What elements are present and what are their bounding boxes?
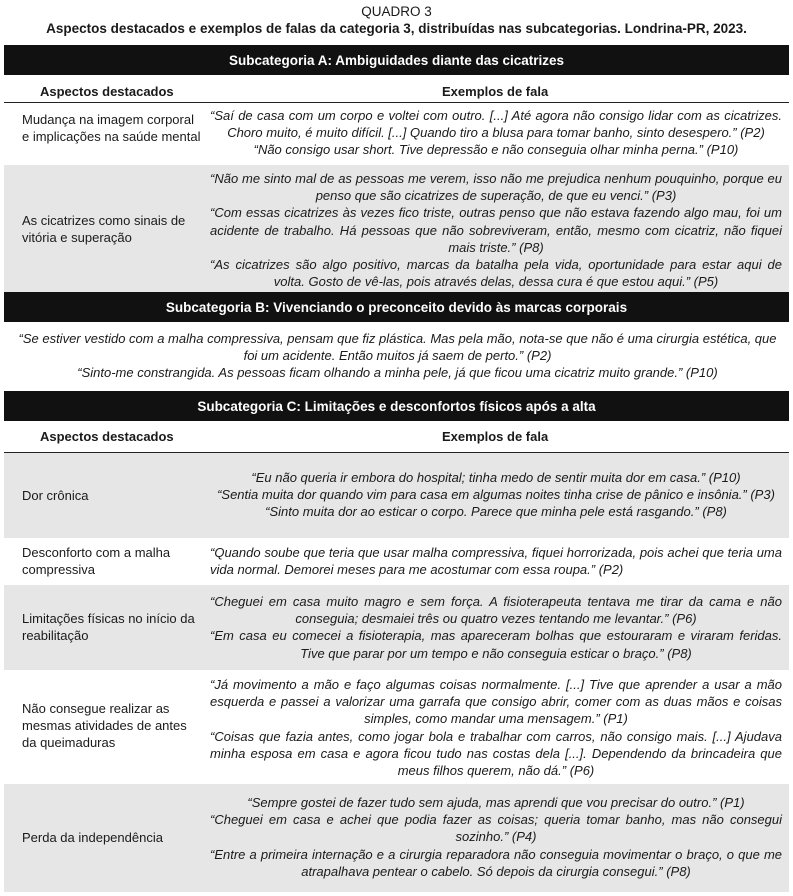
quote: “Não consigo usar short. Tive depressão e não conseguia olhar minha perna.” (P10)	[253, 142, 739, 158]
aspect-label: Não consegue realizar as mesmas atividades de antes da queimaduras	[22, 701, 187, 750]
table-title: QUADRO 3	[361, 4, 432, 19]
quote-list	[210, 676, 782, 779]
aspect-label: Perda da independência	[22, 830, 163, 845]
table-row	[4, 585, 789, 670]
quote: “Se estiver vestido com a malha compressiva, pensam que fiz plástica. Mas pela mão, nota-se que não é uma cirurgia estética, que foi um acidente. Então muitos já saem de perto.” (P2)	[18, 331, 777, 364]
quote: “Sentia muita dor quando vim para casa em algumas noites tinha crise de pânico e insônia.” (P3)	[217, 487, 775, 503]
quote-list	[210, 107, 782, 159]
quote: “Sinto muita dor ao esticar o corpo. Parece que minha pele está rasgando.” (P8)	[265, 504, 727, 520]
table-row	[4, 453, 789, 538]
aspect-label: Dor crônica	[22, 488, 89, 503]
section-a-header: Subcategoria A: Ambiguidades diante das cicatrizes	[4, 45, 789, 75]
quote: “Cheguei em casa muito magro e sem força. A fisioterapeuta tentava me tirar da cama e não conseguia; desmaiei três ou quatro vezes tentando me levantar.” (P6)	[210, 594, 782, 627]
quote: “Cheguei em casa e achei que podia fazer as coisas; queria tomar banho, mas não consegui sozinho.” (P4)	[210, 812, 782, 845]
column-header-aspects: Aspectos destacados	[40, 84, 174, 99]
quote-list	[210, 544, 782, 578]
quote: “Coisas que fazia antes, como jogar bola e trabalhar com carros, não consigo mais. [...] Ajudava minha esposa em casa e agora ficou tudo nas costas dela [...]. Dependendo da brincadeira que meus filhos querem, não dá.” (P6)	[210, 728, 782, 779]
section-b-header: Subcategoria B: Vivenciando o preconceito devido às marcas corporais	[4, 292, 789, 322]
column-header-aspects: Aspectos destacados	[40, 429, 174, 444]
quote-list	[210, 469, 782, 521]
quote: “Entre a primeira internação e a cirurgia reparadora não conseguia movimentar o braço, o que me atrapalhava pentear o cabelo. Só depois da cirurgia consegui.” (P8)	[210, 846, 782, 879]
quote: “Eu não queria ir embora do hospital; tinha medo de sentir muita dor em casa.” (P10)	[251, 470, 741, 485]
column-header-quotes: Exemplos de fala	[442, 429, 549, 444]
aspect-label: Limitações físicas no início da reabilitação	[22, 611, 195, 643]
quote: “Saí de casa com um corpo e voltei com outro. [...] Até agora não consigo lidar com as cicatrizes. Choro muito, é muito difícil. [...] Quando tiro a blusa para tomar banho, sinto desespero.” (P2)	[210, 108, 782, 141]
table-row	[4, 103, 789, 165]
quote: “As cicatrizes são algo positivo, marcas da batalha pela vida, oportunidade para estar aqui de volta. Gosto de vê-las, pois através delas, dessa cura é que estou aqui.” (P5)	[210, 257, 782, 290]
section-c-header: Subcategoria C: Limitações e desconfortos físicos após a alta	[4, 391, 789, 421]
quote: “Não me sinto mal de as pessoas me verem, isso não me prejudica nenhum pouquinho, porque eu penso que são cicatrizes de superação, de que eu venci.” (P3)	[210, 171, 782, 204]
table-row	[4, 538, 789, 585]
aspect-label: Mudança na imagem corporal e implicações na saúde mental	[22, 112, 201, 144]
aspect-label: Desconforto com a malha compressiva	[22, 545, 171, 577]
quote-list	[210, 593, 782, 662]
quote: “Sempre gostei de fazer tudo sem ajuda, mas aprendi que vou precisar do outro.” (P1)	[247, 795, 745, 810]
quote-list	[210, 170, 782, 290]
quote: “Sinto-me constrangida. As pessoas ficam olhando a minha pele, já que ficou uma cicatriz muito grande.” (P10)	[77, 365, 718, 381]
table-row	[4, 784, 789, 892]
quote: “Quando soube que teria que usar malha compressiva, fiquei horrorizada, pois achei que teria uma vida normal. Demorei meses para me acostumar com essa roupa.” (P2)	[210, 545, 782, 578]
quote: “Já movimento a mão e faço algumas coisas normalmente. [...] Tive que aprender a usar a mão esquerda e passei a valorizar uma garrafa que consigo abrir, comer com as duas mãos e coisas simples, como mandar uma mensagem.” (P1)	[210, 677, 782, 727]
table-subtitle: Aspectos destacados e exemplos de falas da categoria 3, distribuídas nas subcategorias. Londrina-PR, 2023.	[46, 21, 747, 36]
quote-list	[210, 794, 782, 880]
quote: “Em casa eu comecei a fisioterapia, mas apareceram bolhas que estouraram e viraram feridas. Tive que parar por um tempo e não conseguia esticar o braço.” (P8)	[210, 628, 782, 661]
table-row	[4, 165, 789, 292]
aspect-label: As cicatrizes como sinais de vitória e superação	[22, 213, 186, 245]
table-row	[4, 670, 789, 784]
quote-list	[10, 330, 785, 382]
quote: “Com essas cicatrizes às vezes fico triste, outras penso que não estava fazendo algo mau, foi um acidente de trabalho. Há pessoas que não sobreviveram, então, mesmo com cicatriz, não fiquei mais triste.” (P8)	[210, 205, 782, 255]
column-header-quotes: Exemplos de fala	[442, 84, 549, 99]
